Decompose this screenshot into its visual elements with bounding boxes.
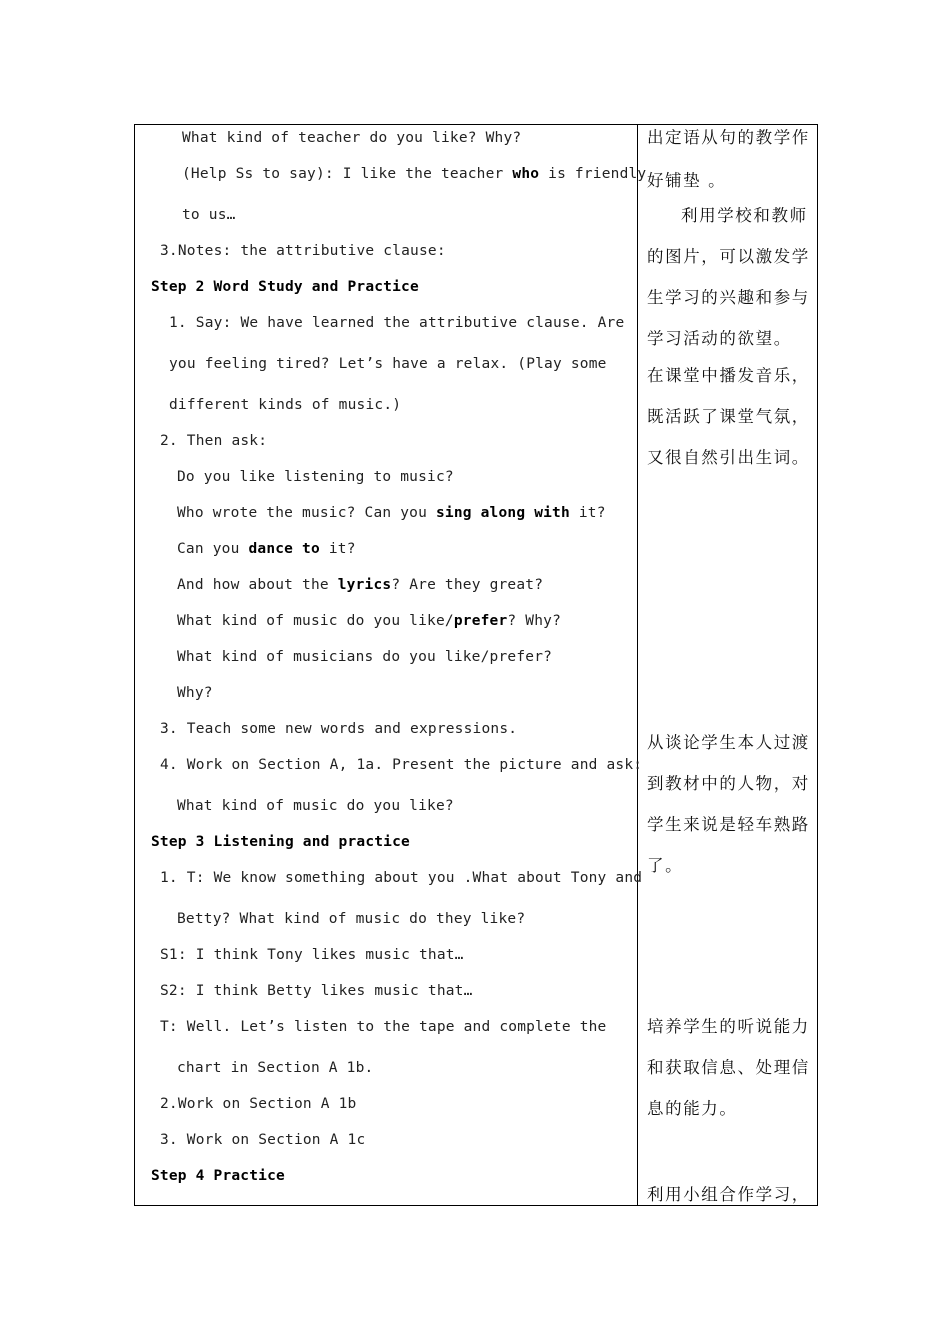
step-heading: Step 4 Practice	[151, 1168, 285, 1184]
text-line: What kind of musicians do you like/prefer?	[177, 649, 553, 665]
text-line: 1. Say: We have learned the attributive clause. Are	[169, 315, 625, 331]
text-line: S1: I think Tony likes music that…	[160, 947, 464, 963]
text-line: Do you like listening to music?	[177, 469, 454, 485]
text-line: 3. Work on Section A 1c	[160, 1132, 366, 1148]
text-line: S2: I think Betty likes music that…	[160, 983, 473, 999]
note-line: 生学习的兴趣和参与	[647, 288, 810, 307]
text-line: to us…	[182, 207, 236, 223]
note-line: 利用小组合作学习，	[647, 1185, 810, 1204]
note-line: 利用学校和教师	[681, 206, 808, 225]
note-line: 培养学生的听说能力	[647, 1017, 810, 1036]
note-line: 学生来说是轻车熟路	[647, 815, 810, 834]
note-line: 又很自然引出生词。	[647, 448, 810, 467]
text-line: T: Well. Let’s listen to the tape and complete the	[160, 1019, 607, 1035]
text-line: 2.Work on Section A 1b	[160, 1096, 357, 1112]
text-line: Why?	[177, 685, 213, 701]
text-line: chart in Section A 1b.	[177, 1060, 374, 1076]
note-line: 了。	[647, 856, 684, 875]
step-heading: Step 3 Listening and practice	[151, 834, 410, 850]
text-line: What kind of teacher do you like? Why?	[182, 130, 522, 146]
note-line: 的图片，可以激发学	[647, 247, 810, 266]
text-line: 3.Notes: the attributive clause:	[160, 243, 446, 259]
text-line: (Help Ss to say): I like the teacher who is friendly	[182, 166, 647, 182]
step-heading: Step 2 Word Study and Practice	[151, 279, 419, 295]
text-line: 4. Work on Section A, 1a. Present the picture and ask:	[160, 757, 643, 773]
note-line: 既活跃了课堂气氛，	[647, 407, 810, 426]
note-line: 出定语从句的教学作	[647, 128, 810, 147]
column-divider	[637, 125, 638, 1205]
text-line: Can you dance to it?	[177, 541, 356, 557]
note-line: 和获取信息、处理信	[647, 1058, 810, 1077]
note-line: 到教材中的人物，对	[647, 774, 810, 793]
note-line: 学习活动的欲望。	[647, 329, 792, 348]
text-line: Who wrote the music? Can you sing along with it?	[177, 505, 606, 521]
text-line: And how about the lyrics? Are they great?	[177, 577, 544, 593]
text-line: Betty? What kind of music do they like?	[177, 911, 526, 927]
text-line: 1. T: We know something about you .What about Tony and	[160, 870, 643, 886]
note-line: 从谈论学生本人过渡	[647, 733, 810, 752]
note-line: 好铺垫 。	[647, 171, 727, 190]
note-line: 息的能力。	[647, 1099, 738, 1118]
text-line: What kind of music do you like/prefer? Why?	[177, 613, 562, 629]
text-line: different kinds of music.)	[169, 397, 402, 413]
text-line: 2. Then ask:	[160, 433, 268, 449]
text-line: 3. Teach some new words and expressions.	[160, 721, 518, 737]
note-line: 在课堂中播发音乐，	[647, 366, 810, 385]
text-line: What kind of music do you like?	[177, 798, 454, 814]
text-line: you feeling tired? Let’s have a relax. (Play some	[169, 356, 607, 372]
